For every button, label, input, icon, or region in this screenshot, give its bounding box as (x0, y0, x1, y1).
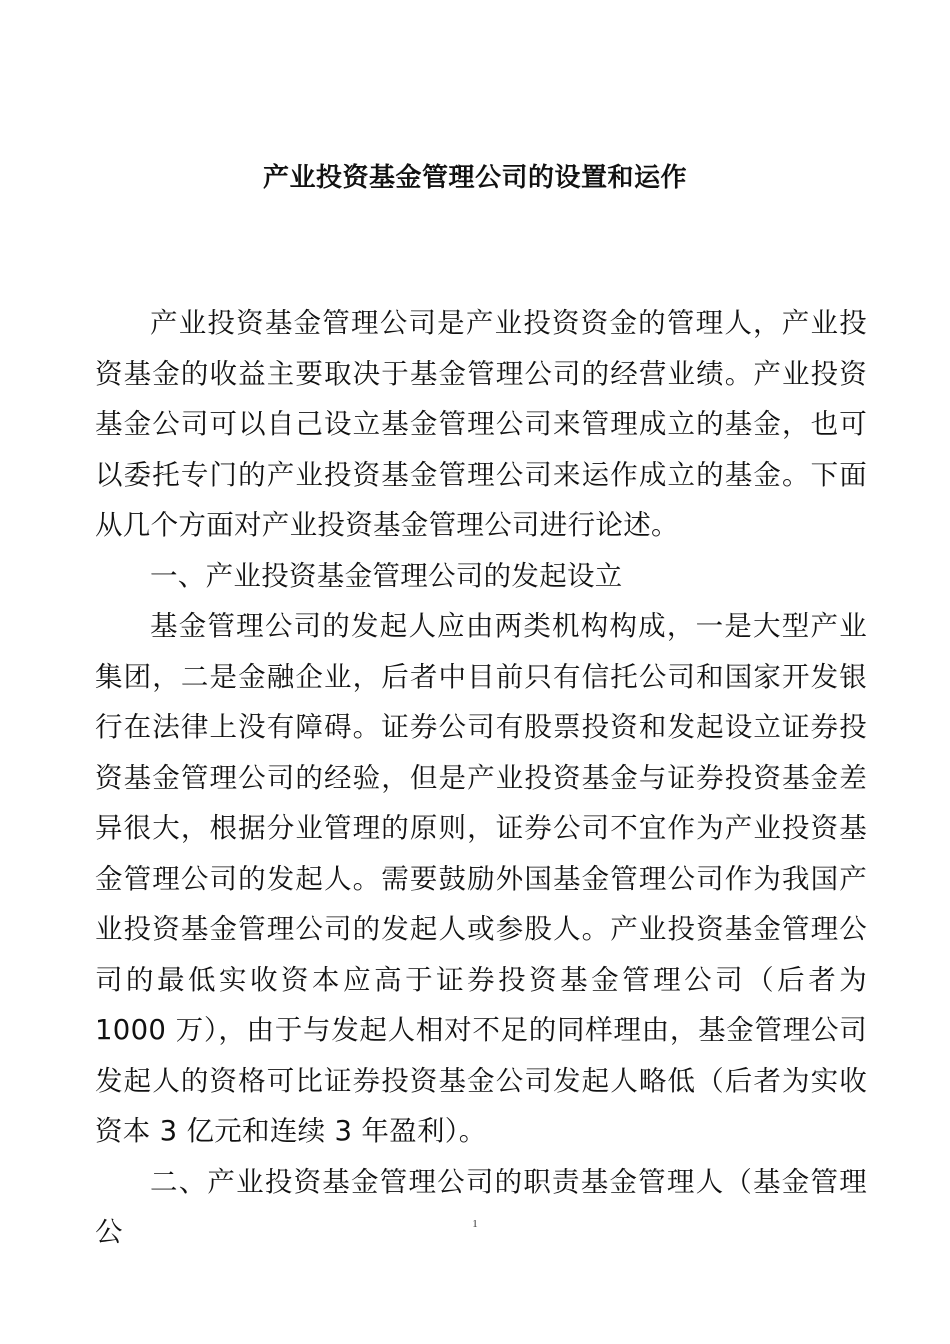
page-number: 1 (472, 1218, 478, 1230)
paragraph-intro: 产业投资基金管理公司是产业投资资金的管理人，产业投资基金的收益主要取决于基金管理公司的经营业绩。产业投资基金公司可以自己设立基金管理公司来管理成立的基金，也可以委托专门的产业投资基金管理公司来运作成立的基金。下面从几个方面对产业投资基金管理公司进行论述。 (95, 307, 867, 541)
paragraph-section-1: 基金管理公司的发起人应由两类机构构成，一是大型产业集团，二是金融企业，后者中目前只有信托公司和国家开发银行在法律上没有障碍。证券公司有股票投资和发起设立证券投资基金管理公司的经验，但是产业投资基金与证券投资基金差异很大，根据分业管理的原则，证券公司不宜作为产业投资基金管理公司的发起人。需要鼓励外国基金管理公司作为我国产业投资基金管理公司的发起人或参股人。产业投资基金管理公司的最低实收资本应高于证券投资基金管理公司（后者为 1000 万），由于与发起人相对不足的同样理由，基金管理公司发起人的资格可比证券投资基金公司发起人略低（后者为实收资本 3 亿元和连续 3 年盈利）。 (95, 610, 867, 1147)
section-heading-2: 二、产业投资基金管理公司的职责基金管理人（基金管理公 (95, 1165, 867, 1248)
document-body (95, 298, 867, 1258)
section-heading-1: 一、产业投资基金管理公司的发起设立 (150, 559, 623, 592)
document-title: 产业投资基金管理公司的设置和运作 (262, 163, 687, 193)
